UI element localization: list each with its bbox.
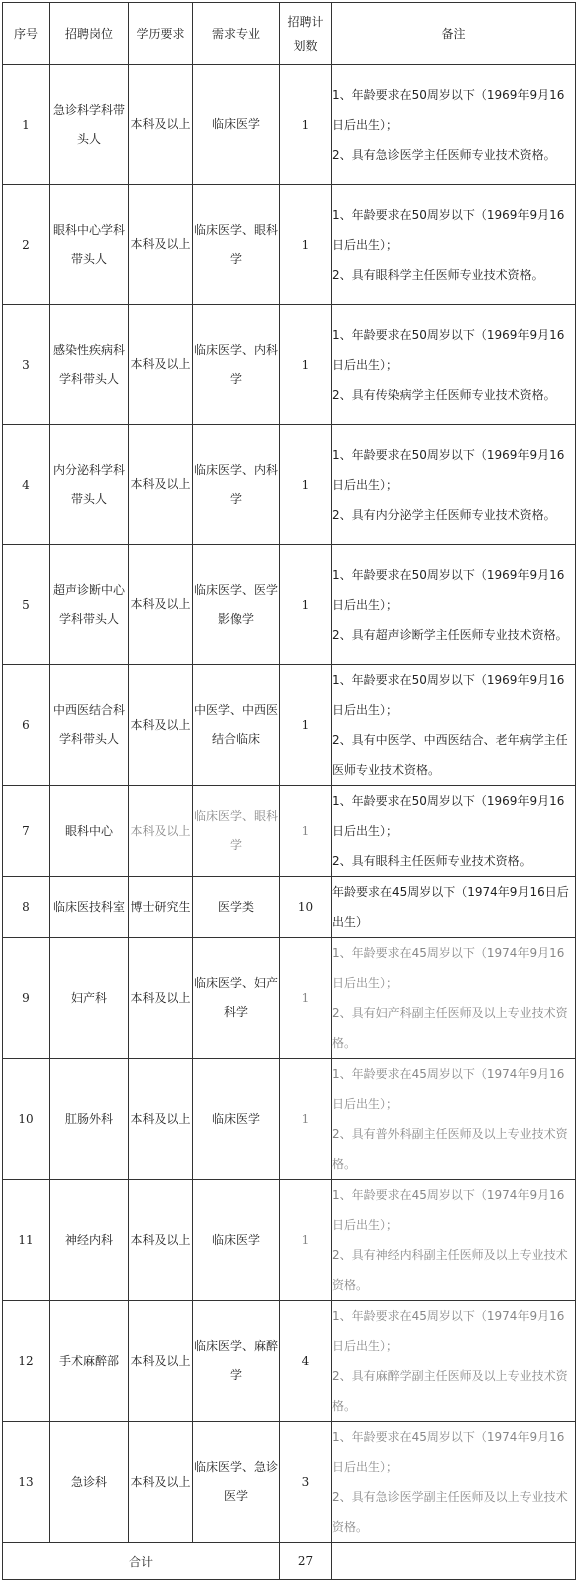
note-line: 1、年龄要求在45周岁以下（1974年9月16日后出生）； [332, 1188, 565, 1232]
header-major: 需求专业 [193, 3, 280, 65]
cell-education: 本科及以上 [129, 938, 193, 1059]
cell-count: 1 [280, 545, 332, 665]
cell-note [332, 185, 576, 305]
cell-education: 本科及以上 [129, 545, 193, 665]
note-line: 1、年龄要求在45周岁以下（1974年9月16日后出生）； [332, 1067, 565, 1111]
table-row [3, 1059, 576, 1180]
cell-count: 1 [280, 305, 332, 425]
cell-no: 3 [3, 305, 50, 425]
cell-major: 临床医学 [193, 1059, 280, 1180]
note-line: 1、年龄要求在50周岁以下（1969年9月16日后出生）； [332, 207, 565, 252]
note-line: 1、年龄要求在45周岁以下（1974年9月16日后出生）； [332, 1430, 565, 1474]
cell-education: 本科及以上 [129, 786, 193, 877]
cell-no: 8 [3, 877, 50, 938]
cell-count: 1 [280, 65, 332, 185]
cell-major: 临床医学、急诊医学 [193, 1422, 280, 1543]
cell-count: 10 [280, 877, 332, 938]
cell-major: 临床医学、眼科学 [193, 786, 280, 877]
table-row [3, 1180, 576, 1301]
cell-position: 超声诊断中心学科带头人 [50, 545, 129, 665]
cell-no: 11 [3, 1180, 50, 1301]
note-line: 2、具有超声诊断学主任医师专业技术资格。 [332, 627, 568, 642]
cell-major: 临床医学、妇产科学 [193, 938, 280, 1059]
note-line: 2、具有普外科副主任医师及以上专业技术资格。 [332, 1127, 568, 1171]
cell-position: 感染性疾病科学科带头人 [50, 305, 129, 425]
table-row [3, 786, 576, 877]
cell-position: 神经内科 [50, 1180, 129, 1301]
total-label: 合计 [3, 1543, 280, 1580]
cell-count: 1 [280, 786, 332, 877]
cell-major: 临床医学、眼科学 [193, 185, 280, 305]
cell-note [332, 786, 576, 877]
table-row [3, 545, 576, 665]
cell-education: 本科及以上 [129, 305, 193, 425]
cell-no: 12 [3, 1301, 50, 1422]
cell-position: 急诊科 [50, 1422, 129, 1543]
cell-position: 手术麻醉部 [50, 1301, 129, 1422]
note-line: 2、具有眼科主任医师专业技术资格。 [332, 854, 532, 868]
table-row [3, 1422, 576, 1543]
cell-no: 7 [3, 786, 50, 877]
cell-education: 本科及以上 [129, 1301, 193, 1422]
cell-note [332, 1059, 576, 1180]
note-line: 1、年龄要求在45周岁以下（1974年9月16日后出生）； [332, 1309, 565, 1353]
cell-no: 6 [3, 665, 50, 786]
cell-no: 4 [3, 425, 50, 545]
total-row [3, 1543, 576, 1580]
cell-count: 1 [280, 185, 332, 305]
cell-major: 临床医学 [193, 65, 280, 185]
cell-position: 眼科中心 [50, 786, 129, 877]
cell-count: 1 [280, 938, 332, 1059]
cell-major: 临床医学 [193, 1180, 280, 1301]
table-row [3, 877, 576, 938]
note-line: 1、年龄要求在50周岁以下（1969年9月16日后出生）； [332, 794, 565, 838]
cell-note [332, 938, 576, 1059]
header-education: 学历要求 [129, 3, 193, 65]
cell-note [332, 1180, 576, 1301]
cell-no: 5 [3, 545, 50, 665]
cell-major: 临床医学、医学影像学 [193, 545, 280, 665]
header-position: 招聘岗位 [50, 3, 129, 65]
cell-count: 1 [280, 425, 332, 545]
cell-note [332, 877, 576, 938]
note-line: 2、具有麻醉学副主任医师及以上专业技术资格。 [332, 1369, 568, 1413]
cell-education: 本科及以上 [129, 185, 193, 305]
table-row [3, 938, 576, 1059]
note-line: 2、具有妇产科副主任医师及以上专业技术资格。 [332, 1006, 568, 1050]
cell-count: 4 [280, 1301, 332, 1422]
cell-position: 妇产科 [50, 938, 129, 1059]
cell-major: 临床医学、内科学 [193, 425, 280, 545]
cell-position: 急诊科学科带头人 [50, 65, 129, 185]
cell-note [332, 665, 576, 786]
cell-no: 2 [3, 185, 50, 305]
cell-count: 1 [280, 665, 332, 786]
header-no: 序号 [3, 3, 50, 65]
cell-no: 10 [3, 1059, 50, 1180]
recruitment-table [2, 2, 576, 1580]
header-note: 备注 [332, 3, 576, 65]
cell-note [332, 1422, 576, 1543]
table-row [3, 425, 576, 545]
table-row [3, 1301, 576, 1422]
note-line: 2、具有急诊医学副主任医师及以上专业技术资格。 [332, 1490, 568, 1534]
note-line: 2、具有中医学、中西医结合、老年病学主任医师专业技术资格。 [332, 733, 568, 777]
note-line: 2、具有传染病学主任医师专业技术资格。 [332, 387, 556, 402]
cell-note [332, 305, 576, 425]
cell-no: 1 [3, 65, 50, 185]
note-line: 1、年龄要求在50周岁以下（1969年9月16日后出生）； [332, 327, 565, 372]
cell-position: 眼科中心学科带头人 [50, 185, 129, 305]
note-line: 1、年龄要求在50周岁以下（1969年9月16日后出生）； [332, 447, 565, 492]
cell-position: 临床医技科室 [50, 877, 129, 938]
note-line: 年龄要求在45周岁以下（1974年9月16日后出生） [332, 885, 569, 929]
cell-position: 中西医结合科学科带头人 [50, 665, 129, 786]
total-note [332, 1543, 576, 1580]
note-line: 1、年龄要求在50周岁以下（1969年9月16日后出生）； [332, 87, 565, 132]
cell-position: 肛肠外科 [50, 1059, 129, 1180]
cell-major: 临床医学、麻醉学 [193, 1301, 280, 1422]
cell-major: 临床医学、内科学 [193, 305, 280, 425]
cell-count: 3 [280, 1422, 332, 1543]
cell-count: 1 [280, 1059, 332, 1180]
table-row [3, 185, 576, 305]
cell-major: 中医学、中西医结合临床 [193, 665, 280, 786]
note-line: 1、年龄要求在50周岁以下（1969年9月16日后出生）； [332, 673, 565, 717]
cell-note [332, 1301, 576, 1422]
cell-education: 本科及以上 [129, 1059, 193, 1180]
cell-education: 本科及以上 [129, 1422, 193, 1543]
total-count: 27 [280, 1543, 332, 1580]
table-row [3, 665, 576, 786]
header-row [3, 3, 576, 65]
cell-note [332, 65, 576, 185]
note-line: 2、具有神经内科副主任医师及以上专业技术资格。 [332, 1248, 568, 1292]
cell-major: 医学类 [193, 877, 280, 938]
cell-position: 内分泌科学科带头人 [50, 425, 129, 545]
cell-count: 1 [280, 1180, 332, 1301]
cell-education: 本科及以上 [129, 665, 193, 786]
table-row [3, 305, 576, 425]
cell-no: 13 [3, 1422, 50, 1543]
note-line: 2、具有眼科学主任医师专业技术资格。 [332, 267, 544, 282]
header-count: 招聘计划数 [280, 3, 332, 65]
note-line: 1、年龄要求在45周岁以下（1974年9月16日后出生）； [332, 946, 565, 990]
note-line: 2、具有急诊医学主任医师专业技术资格。 [332, 147, 556, 162]
cell-education: 本科及以上 [129, 65, 193, 185]
cell-no: 9 [3, 938, 50, 1059]
note-line: 2、具有内分泌学主任医师专业技术资格。 [332, 507, 556, 522]
cell-education: 本科及以上 [129, 425, 193, 545]
note-line: 1、年龄要求在50周岁以下（1969年9月16日后出生）； [332, 567, 565, 612]
cell-note [332, 545, 576, 665]
cell-education: 博士研究生 [129, 877, 193, 938]
table-row [3, 65, 576, 185]
cell-education: 本科及以上 [129, 1180, 193, 1301]
cell-note [332, 425, 576, 545]
